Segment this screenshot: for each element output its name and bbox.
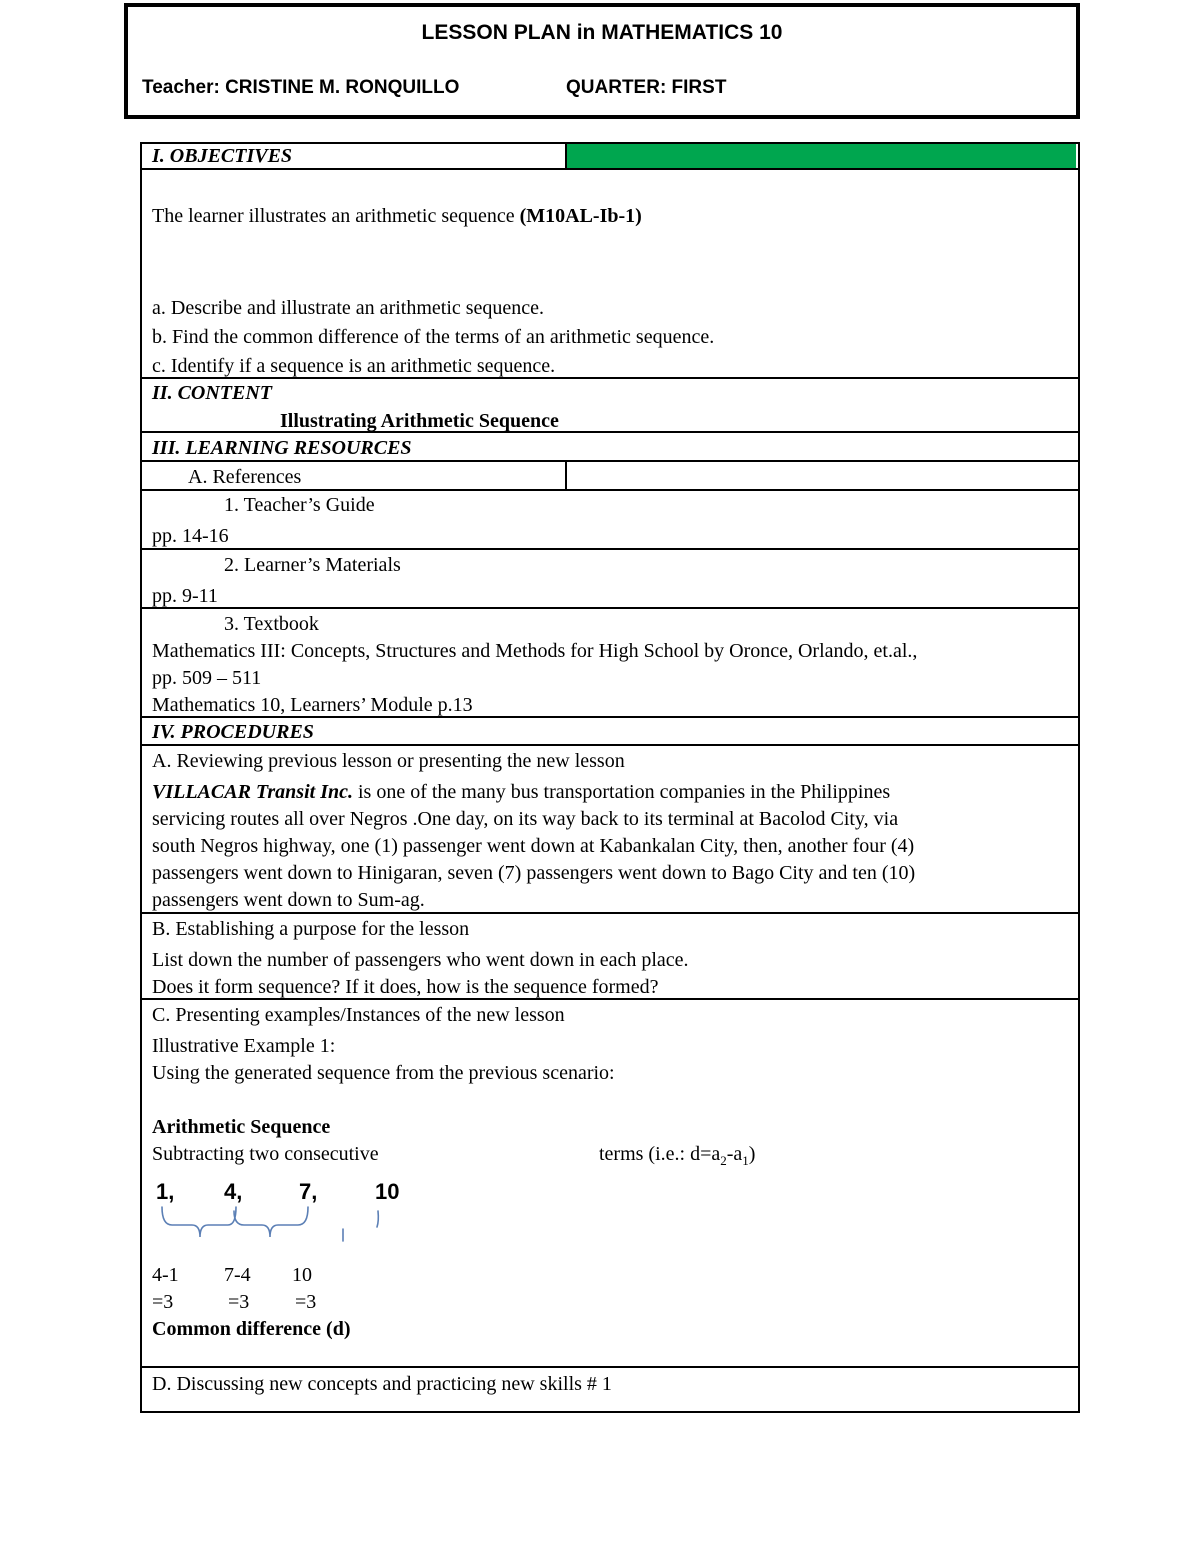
row-divider [140,168,1078,170]
procedure-a-line-3: south Negros highway, one (1) passenger went down at Kabankalan City, then, another four (4) [152,835,915,857]
teachers-guide-label: 1. Teacher’s Guide [224,494,375,516]
using-sequence-text: Using the generated sequence from the previous scenario: [152,1062,615,1084]
difference-result-1: =3 [152,1291,174,1313]
procedure-a-line-1 [152,780,890,804]
illustrative-example: Illustrative Example 1: [152,1035,336,1057]
difference-braces [150,1205,400,1245]
sequence-term-2: 4, [224,1179,243,1204]
objective-item-a: a. Describe and illustrate an arithmetic sequence. [152,297,545,319]
formula-prefix: terms (i.e.: d=a [599,1143,721,1165]
textbook-line-3: Mathematics 10, Learners’ Module p.13 [152,694,473,716]
sequence-term-4: 10 [375,1179,400,1204]
teachers-guide-pages: pp. 14-16 [152,525,229,547]
arithmetic-sequence-title: Arithmetic Sequence [152,1116,331,1138]
objectives-heading: I. OBJECTIVES [152,145,293,167]
brace-3-end [377,1211,378,1227]
column-divider [565,144,567,168]
formula-sub-1: 1 [742,1153,749,1168]
procedure-b-line-1: List down the number of passengers who went down in each place. [152,949,689,971]
row-divider [140,912,1078,914]
procedure-c-label: C. Presenting examples/Instances of the new lesson [152,1004,565,1026]
procedure-d-label: D. Discussing new concepts and practicing new skills # 1 [152,1373,612,1395]
competency-code: (M10AL-Ib-1) [519,205,642,227]
row-divider [140,460,1078,462]
company-name: VILLACAR Transit Inc. [152,781,353,803]
content-title: Illustrating Arithmetic Sequence [280,410,559,432]
objectives-main-text: The learner illustrates an arithmetic sequence [152,205,520,227]
difference-3: 10 [292,1264,312,1286]
objectives-main [152,204,642,228]
brace-1 [162,1207,236,1237]
learners-materials-pages: pp. 9-11 [152,585,218,607]
formula-close: ) [748,1143,756,1165]
difference-1: 4-1 [152,1264,179,1286]
difference-2: 7-4 [224,1264,251,1286]
row-divider [140,548,1078,550]
formula-sub-2: 2 [720,1153,727,1168]
common-difference-label: Common difference (d) [152,1318,351,1340]
content-heading: II. CONTENT [152,382,273,404]
column-divider [565,462,567,489]
formula-mid: -a [726,1143,743,1165]
subtracting-text: Subtracting two consecutive [152,1143,379,1165]
row-divider [140,489,1078,491]
quarter-label: QUARTER: FIRST [566,77,727,98]
procedure-b-label: B. Establishing a purpose for the lesson [152,918,470,940]
sequence-term-3: 7, [299,1179,318,1204]
objective-item-b: b. Find the common difference of the terms of an arithmetic sequence. [152,326,715,348]
procedure-b-line-2: Does it form sequence? If it does, how is the sequence formed? [152,976,659,998]
procedure-a-line-4: passengers went down to Hinigaran, seven (7) passengers went down to Bago City and ten (10) [152,862,916,884]
procedure-a-line-1-rest: is one of the many bus transportation companies in the Philippines [352,781,891,803]
procedure-a-line-2: servicing routes all over Negros .One day, on its way back to its terminal at Bacolod City, via [152,808,899,830]
row-divider [140,1366,1078,1368]
procedures-heading: IV. PROCEDURES [152,721,314,743]
objective-item-c: c. Identify if a sequence is an arithmetic sequence. [152,355,556,377]
sequence-term-1: 1, [156,1179,175,1204]
green-header-cell [567,144,1076,168]
header-box [124,3,1080,119]
formula-text [599,1142,755,1173]
teacher-name: Teacher: CRISTINE M. RONQUILLO [142,77,460,98]
difference-result-2: =3 [228,1291,250,1313]
procedure-a-line-5: passengers went down to Sum-ag. [152,889,425,911]
row-divider [140,607,1078,609]
procedure-a-label: A. Reviewing previous lesson or presenting the new lesson [152,750,625,772]
references-label: A. References [188,466,302,488]
row-divider [140,744,1078,746]
textbook-line-1: Mathematics III: Concepts, Structures and Methods for High School by Oronce, Orlando, et.al., [152,640,918,662]
learners-materials-label: 2. Learner’s Materials [224,554,401,576]
difference-result-3: =3 [295,1291,317,1313]
brace-2 [234,1207,308,1237]
textbook-line-2: pp. 509 – 511 [152,667,262,689]
resources-heading: III. LEARNING RESOURCES [152,437,412,459]
document-title: LESSON PLAN in MATHEMATICS 10 [421,21,783,44]
textbook-label: 3. Textbook [224,613,319,635]
